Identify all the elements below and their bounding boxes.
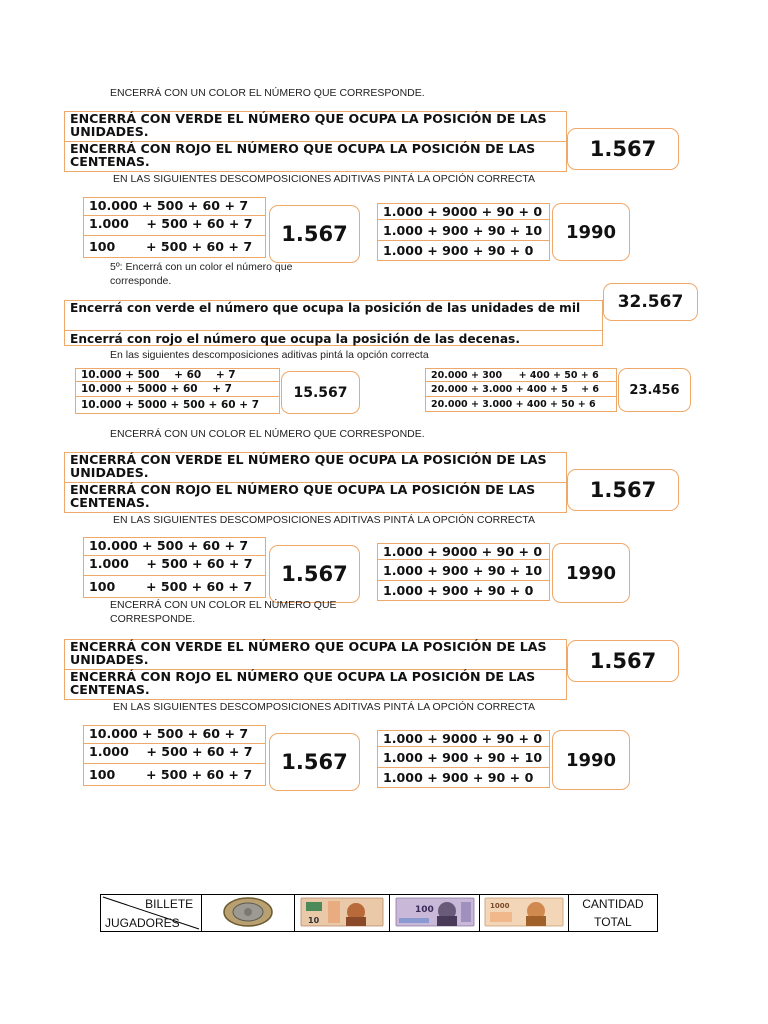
- table-row: [101, 895, 658, 932]
- decomposition-title: EN LAS SIGUIENTES DESCOMPOSICIONES ADITIVAS PINTÁ LA OPCIÓN CORRECTA: [113, 173, 536, 185]
- red-instruction: Encerrá con rojo el número que ocupa la posición de las decenas.: [70, 332, 520, 346]
- decomposition-title: EN LAS SIGUIENTES DESCOMPOSICIONES ADITIVAS PINTÁ LA OPCIÓN CORRECTA: [113, 514, 536, 526]
- instruction-box: [64, 111, 567, 172]
- target-number[interactable]: 1.567: [269, 205, 360, 263]
- money-table: [100, 894, 658, 932]
- instruction-text: ENCERRÁ CON UN COLOR EL NÚMERO QUE CORRESPONDE.: [110, 87, 425, 99]
- right-options-box: [377, 730, 550, 788]
- option-row[interactable]: 10.000 + 5000 + 500 + 60 + 7: [81, 399, 260, 411]
- decomposition-title: EN LAS SIGUIENTES DESCOMPOSICIONES ADITIVAS PINTÁ LA OPCIÓN CORRECTA: [113, 701, 536, 713]
- option-row[interactable]: 1.000 + 900 + 90 + 0: [383, 243, 534, 258]
- option-row[interactable]: 1.000 + 900 + 90 + 0: [383, 770, 534, 785]
- header-cell: [101, 895, 202, 932]
- instruction-box: [64, 300, 603, 346]
- total-cell: CANTIDAD TOTAL: [568, 895, 657, 932]
- target-number[interactable]: 1.567: [567, 128, 679, 170]
- target-number[interactable]: 32.567: [603, 283, 698, 321]
- right-options-box: [425, 368, 617, 412]
- option-row[interactable]: 1.000 + 500 + 60 + 7: [84, 556, 265, 576]
- instruction-box: [64, 639, 567, 700]
- instruction-text: ENCERRÁ CON UN COLOR EL NÚMERO QUE CORRESPONDE.: [110, 599, 337, 625]
- option-row[interactable]: 10.000 + 500 + 60 + 7: [84, 538, 265, 556]
- left-options-box: [83, 197, 266, 258]
- coin-1-peso-icon: [218, 896, 278, 928]
- option-row[interactable]: 1.000 + 500 + 60 + 7: [84, 744, 265, 764]
- target-number[interactable]: 1990: [552, 543, 630, 603]
- option-row[interactable]: 10.000 + 5000 + 60 + 7: [76, 382, 279, 397]
- target-number[interactable]: 1.567: [567, 469, 679, 511]
- option-row[interactable]: 1.000 + 900 + 90 + 10: [378, 747, 549, 768]
- header-bottom-label: JUGADORES: [105, 916, 180, 930]
- option-row[interactable]: 1.000 + 500 + 60 + 7: [84, 216, 265, 236]
- svg-text:1000: 1000: [489, 901, 510, 910]
- option-row[interactable]: 100 + 500 + 60 + 7: [89, 767, 253, 782]
- bill-1000-cell[interactable]: [479, 895, 568, 932]
- target-number[interactable]: 1.567: [269, 545, 360, 603]
- instruction-text: ENCERRÁ CON UN COLOR EL NÚMERO QUE CORRESPONDE.: [110, 428, 425, 440]
- bill-100-pesos-icon: [395, 896, 475, 928]
- option-row[interactable]: 20.000 + 3.000 + 400 + 5 + 6: [426, 382, 616, 397]
- instruction-text: 5º: Encerrá con un color el número que corresponde.: [110, 261, 293, 287]
- svg-text:100: 100: [414, 904, 434, 915]
- option-row[interactable]: 100 + 500 + 60 + 7: [89, 579, 253, 594]
- target-number[interactable]: 1990: [552, 203, 630, 261]
- green-instruction: Encerrá con verde el número que ocupa la posición de las unidades de mil: [65, 301, 602, 331]
- coin-cell[interactable]: [202, 895, 295, 932]
- option-row[interactable]: 1.000 + 9000 + 90 + 0: [378, 731, 549, 747]
- option-row[interactable]: 10.000 + 500 + 60 + 7: [84, 726, 265, 744]
- instruction-box: [64, 452, 567, 513]
- option-row[interactable]: 1.000 + 900 + 90 + 10: [378, 220, 549, 241]
- green-instruction: ENCERRÁ CON VERDE EL NÚMERO QUE OCUPA LA POSICIÓN DE LAS UNIDADES.: [65, 453, 566, 483]
- bill-10-cell[interactable]: [295, 895, 390, 932]
- option-row[interactable]: 20.000 + 300 + 400 + 50 + 6: [426, 369, 616, 382]
- option-row[interactable]: 1.000 + 9000 + 90 + 0: [378, 544, 549, 560]
- bill-1000-pesos-icon: [484, 896, 564, 928]
- left-options-box: [83, 537, 266, 598]
- option-row[interactable]: 1.000 + 9000 + 90 + 0: [378, 204, 549, 220]
- left-options-box: [75, 368, 280, 414]
- option-row[interactable]: 20.000 + 3.000 + 400 + 50 + 6: [431, 399, 596, 410]
- target-number[interactable]: 1.567: [567, 640, 679, 682]
- green-instruction: ENCERRÁ CON VERDE EL NÚMERO QUE OCUPA LA POSICIÓN DE LAS UNIDADES.: [65, 112, 566, 142]
- left-options-box: [83, 725, 266, 786]
- green-instruction: ENCERRÁ CON VERDE EL NÚMERO QUE OCUPA LA POSICIÓN DE LAS UNIDADES.: [65, 640, 566, 670]
- red-instruction: ENCERRÁ CON ROJO EL NÚMERO QUE OCUPA LA POSICIÓN DE LAS CENTENAS.: [70, 669, 536, 697]
- target-number[interactable]: 1990: [552, 730, 630, 790]
- option-row[interactable]: 1.000 + 900 + 90 + 0: [383, 583, 534, 598]
- right-options-box: [377, 203, 550, 261]
- svg-text:10: 10: [308, 915, 320, 925]
- decomposition-title: En las siguientes descomposiciones aditivas pintá la opción correcta: [110, 349, 429, 361]
- option-row[interactable]: 10.000 + 500 + 60 + 7: [84, 198, 265, 216]
- right-options-box: [377, 543, 550, 601]
- target-number[interactable]: 1.567: [269, 733, 360, 791]
- bill-100-cell[interactable]: [390, 895, 479, 932]
- target-number[interactable]: 15.567: [281, 371, 360, 414]
- option-row[interactable]: 10.000 + 500 + 60 + 7: [76, 369, 279, 382]
- target-number[interactable]: 23.456: [618, 368, 691, 412]
- red-instruction: ENCERRÁ CON ROJO EL NÚMERO QUE OCUPA LA POSICIÓN DE LAS CENTENAS.: [70, 141, 536, 169]
- bill-10-pesos-icon: [300, 896, 384, 928]
- option-row[interactable]: 100 + 500 + 60 + 7: [89, 239, 253, 254]
- header-top-label: BILLETE: [145, 897, 194, 911]
- option-row[interactable]: 1.000 + 900 + 90 + 10: [378, 560, 549, 581]
- red-instruction: ENCERRÁ CON ROJO EL NÚMERO QUE OCUPA LA POSICIÓN DE LAS CENTENAS.: [70, 482, 536, 510]
